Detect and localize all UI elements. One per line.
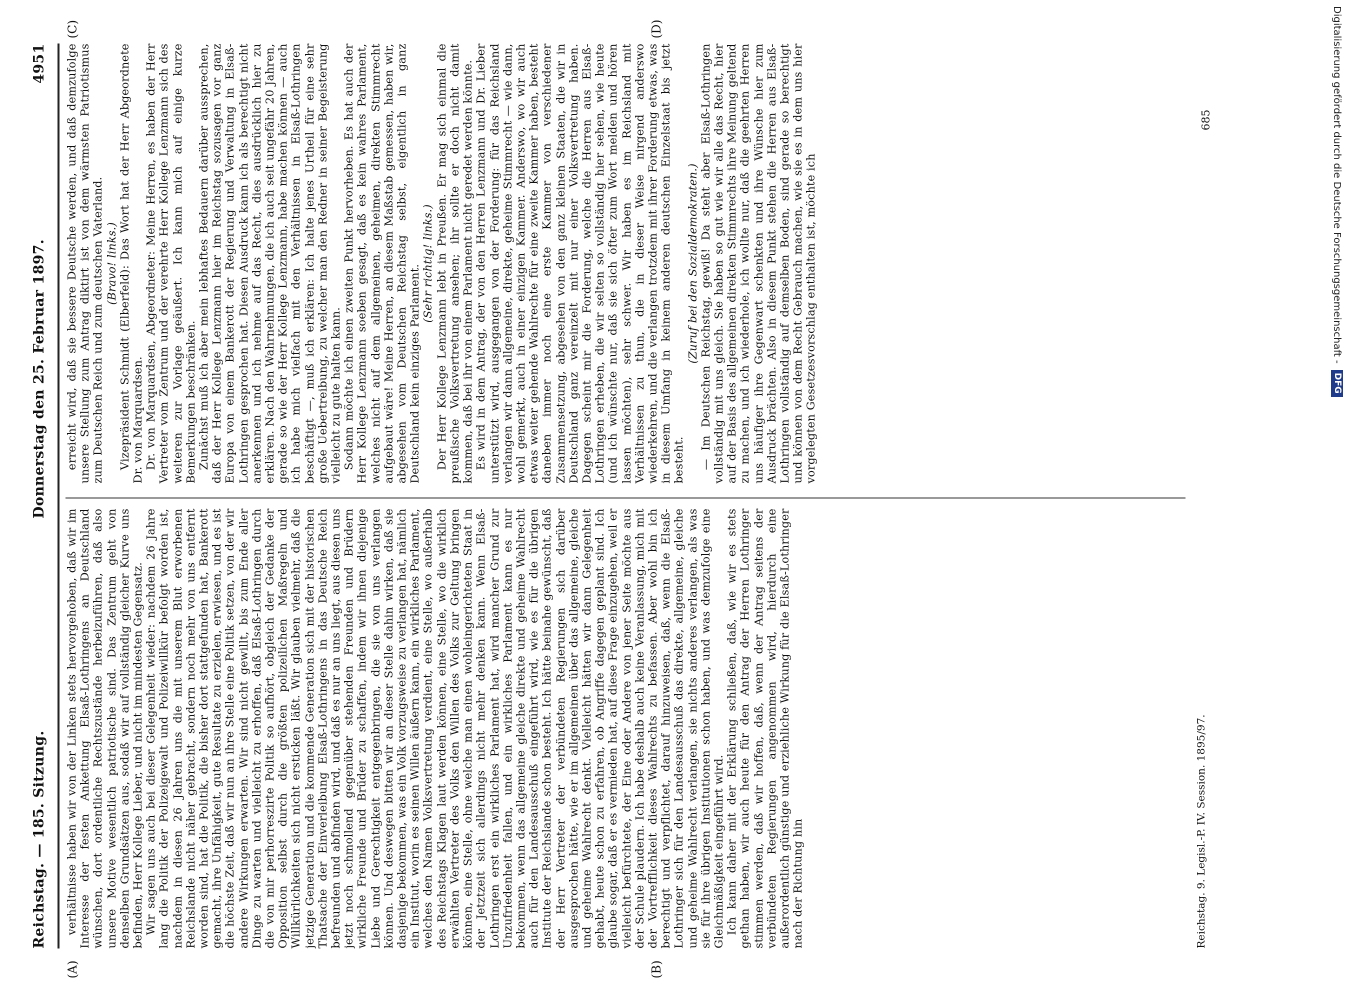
right-paragraph: Vizepräsident Schmidt (Elberfeld): Das Wort hat der Herr Abgeordnete Dr. von Marquardsen. (118, 43, 145, 484)
left-paragraph: Ich kann daher mit der Erklärung schließen, daß, wie wir es stets gethan haben, wir auch heute für den Antrag der Herren Lothringer stimmen werden, daß wir hoffen, daß, wenn der Antrag seitens der verbündeten Regierungen angenommen wird, hierdurch eine außerordentlich günstige und erziehliche Wirkung für die Elsaß-Lothringer nach der Richtung hin (725, 508, 805, 949)
rotated-page-content (0, 1, 1353, 1001)
right-text-column (66, 44, 1186, 484)
margin-mark-b: (B) (649, 960, 664, 979)
sheet-number: 685 (1199, 109, 1213, 131)
page-footer: Reichstag. 9. Legisl.-P. IV. Session. 1895/97. (1195, 714, 1208, 949)
right-paragraph: Zunächst muß ich aber mein lebhaftes Bedauern darüber aussprechen, daß der Herr Kollege Lenzmann hier im Reichstag sozusagen vor ganz Europa von einem Bankerott der Regierung und Verwaltung in Elsaß-Lothringen gesprochen hat. Diesen Ausdruck kann ich als berechtigt nicht anerkennen und ich nehme auf das Recht, dies ausdrücklich hier zu erklären. Nach den Wahrnehmungen, die ich auch seit ungefähr 20 Jahren, gerade so wie der Herr Kollege Lenzmann, habe machen können — auch ich habe mich vielfach mit den Verhältnissen in Elsaß-Lothringen beschäftigt —, muß ich erklären: Ich halte jenes Urtheil für eine sehr große Uebertreibung, zu welcher man den Redner in seiner Begeisterung vielleicht zu gute halten kann. (197, 43, 343, 484)
right-paragraph: Es wird in dem Antrag, der von den Herren Lenzmann und Dr. Lieber unterstützt wird, ausgegangen von der Forderung: für das Reichsland verlangen wir dann allgemeine, direkte, geheime Stimmrecht — wie dann, wohl gemerkt, auch in einer einzigen Kammer. Anderswo, wo wir auch etwas weiter gehende Wahlrechte für eine zweite Kammer haben, besteht daneben immer noch eine erste Kammer von verschiedener Zusammensetzung, abgesehen von den ganz kleinen Staaten, die wir in Deutschland ganz vereinzelt mit nur einer Volksvertretung haben. Dagegen scheint mir die Forderung, welche die Herren aus Elsaß-Lothringen erheben, die wir selten so vollständig hier sehen, wie heute (und ich wünschte nur, daß sie sich öfter zum Wort melden und hören lassen möchten), sehr schwer. Wir haben es im Reichsland mit Verhältnissen zu thun, die in dieser Weise nirgend anderswo wiederkehren, und die verlangen trotzdem mit ihrer Forderung etwas, was in diesem Umfang in keinem anderen deutschen Einzelstaat bis jetzt besteht. (474, 43, 686, 484)
header-session: Reichstag. — 185. Sitzung. (31, 730, 48, 949)
stamp-text: Digitalisierung gefördert durch die Deutsche Forschungsgemeinschaft - (1331, 6, 1343, 364)
margin-mark-a: (A) (65, 960, 80, 979)
right-paragraph: Sodann möchte ich einen zweiten Punkt hervorheben. Es hat auch der Herr Kollege Lenzmann soeben gesagt, daß es kein wahres Parlament, welches nicht auf dem allgemeinen, geheimen, direkten Stimmrecht aufgebaut wäre! Meine Herren, an diesem Maßstab gemessen, haben wir, abgesehen vom Deutschen Reichstag selbst, eigentlich in ganz Deutschland kein einziges Parlament. (342, 43, 422, 484)
margin-mark-c: (C) (65, 19, 80, 39)
right-paragraph: erreicht wird, daß sie bessere Deutsche werden, und daß demzufolge unsere Stellung zum Antrag diktirt ist von dem wärmsten Patriotismus zum Deutschen Reich und zum deutschen Vaterland. (65, 43, 105, 484)
right-paragraph: Der Herr Kollege Lenzmann lebt in Preußen. Er mag sich einmal die preußische Volksvertretung ansehen; ihr sollte er doch nicht damit kommen, daß bei ihr von einem Parlament nicht geredet werden könnte. (435, 43, 475, 484)
dfg-logo: DFG (1331, 370, 1343, 397)
left-paragraph: Wir sagen uns auch bei dieser Gelegenheit wieder: nachdem 26 Jahre lang die Politik der Polizeigewalt und Polizeiwillkür befolgt worden ist, nachdem in diesen 26 Jahren uns die mit unserem Blut erworbenen Reichslande nicht näher gebracht, sondern noch mehr von uns entfernt worden sind, hat die Politik, die bisher dort stattgefunden hat, Bankerott gemacht, ihre Unfähigkeit, gute Resultate zu erzielen, erwiesen, und es ist die höchste Zeit, daß wir nun an ihre Stelle eine Politik setzen, von der wir andere Wirkungen erwarten. Wir sind nicht gewillt, bis zum Ende aller Dinge zu warten und vielleicht zu erhoffen, daß Elsaß-Lothringen durch die von mir perhorreszirte Politik so aufhört, obgleich der Gedanke der Opposition selbst durch die größten polizeilichen Maßregeln und Willkürlichkeiten sich nicht ersticken läßt. Wir glauben vielmehr, daß die jetzige Generation und die kommende Generation sich mit der historischen Thatsache der Einverleibung Elsaß-Lothringens in das Deutsche Reich befreunden und abfinden wird, und daß es nur an uns liegt, aus diesen uns jetzt noch schmollend gegenüber stehenden Freunden und Brüdern wirkliche Freunde und Brüder zu schaffen, indem wir ihnen diejenige Liebe und Gerechtigkeit entgegenbringen, die sie von uns verlangen können. Und deswegen bitten wir an dieser Stelle dahin wirken, daß sie dasjenige bekommen, was ein Volk vorzugsweise zu verlangen hat, nämlich ein Institut, worin es seinen Willen äußern kann, ein wirkliches Parlament, welches den Namen Volksvertretung verdient, eine Stelle, wo außerhalb des Reichstags Klagen laut werden können, eine Stelle, wo die wirklich erwählten Vertreter des Volks den Willen des Volks zur Geltung bringen können, eine Stelle, ohne welche man einen wohleingerichteten Staat in der Jetztzeit sich allerdings nicht mehr denken kann. Wenn Elsaß-Lothringen erst ein wirkliches Parlament hat, wird mancher Grund zur Unzufriedenheit fallen, und ein wirkliches Parlament kann es nur bekommen, wenn das allgemeine gleiche direkte und geheime Wahlrecht auch für den Landesausschuß eingeführt wird, wie es für die übrigen Institute der Reichslande schon besteht. Ich hätte beinahe gewünscht, daß der Herr Vertreter der verbündeten Regierungen sich darüber ausgesprochen hätte, wie er im allgemeinen über das allgemeine, gleiche und geheime Wahlrecht denkt. Vielleicht hätten wir dann Gelegenheit gehabt, heute schon zu erfahren, ob Angriffe dagegen geplant sind. Ich glaube sogar, daß er es vermieden hat, auf diese Frage einzugehen, weil er vielleicht befürchtete, der Eine oder Andere von jener Seite möchte aus der Schule plaudern. Ich habe deshalb auch keine Veranlassung, mich mit der Vortrefflichkeit dieses Wahlrechts zu befassen. Aber wohl bin ich berechtigt und verpflichtet, darauf hinzuweisen, daß, wenn die Elsaß-Lothringer sich für den Landesausschuß das direkte, allgemeine, gleiche und geheime Wahlrecht verlangen, sie nichts anderes verlangen, als was sie für ihre übrigen Institutionen schon haben, und was demzufolge eine Gleichmäßigkeit eingeführt wird. (144, 508, 726, 949)
right-paragraph: — Im Deutschen Reichstag, gewiß! Da steht aber Elsaß-Lothringen vollständig mit uns gleich. Sie haben so gut wie wir alle das Recht, hier auf der Basis des allgemeinen direkten Stimmrechts ihre Meinung geltend zu machen, und ich wiederhole, ich wollte nur, daß die geehrten Herren uns häufiger ihre Gegenwart schenkten und ihre Wünsche hier zum Ausdruck brächten. Also in diesem Punkt stehen die Herren aus Elsaß-Lothringen vollständig auf demselben Boden, sind gerade so berechtigt und können von dem Recht Gebrauch machen, wie sie es in dem uns hier vorgelegten Gesetzesvorschlag enthalten ist, möchte ich (699, 43, 818, 484)
interjection: (Zuruf bei den Sozialdemokraten.) (686, 163, 700, 364)
page-header (32, 44, 56, 949)
header-page-number: 4951 (31, 43, 48, 84)
interjection: (Sehr richtig! links.) (421, 204, 435, 323)
left-text-column (66, 509, 1186, 949)
margin-mark-d: (D) (649, 19, 664, 39)
column-divider (66, 498, 1186, 499)
interjection: (Bravo! links.) (105, 222, 119, 305)
right-paragraph: Dr. von Marquardsen, Abgeordneter: Meine Herren, es haben der Herr Vertreter vom Zentrum und der verehrte Herr Kollege Lenzmann sich des weiteren zur Vorlage geäußert. Ich kann mich auf einige kurze Bemerkungen beschränken. (144, 43, 198, 484)
left-paragraph: verhältnisse haben wir von der Linken stets hervorgehoben, daß wir im Interesse der festen Ankettung Elsaß-Lothringens an Deutschland wünschen, dort ordentliche Rechtszustände herbeizuführen, daß also unsere Motive wesentlich patriotische sind. Das Zentrum geht von denselben Grundsätzen aus, sodaß wir auf vollständig gleicher Kurve uns befinden, Herr Kollege Lieber, und nicht im mindesten Gegensatz. (65, 508, 145, 949)
header-date: Donnerstag den 25. Februar 1897. (31, 239, 48, 519)
digitization-stamp (1327, 0, 1347, 1000)
header-rule (58, 44, 60, 949)
